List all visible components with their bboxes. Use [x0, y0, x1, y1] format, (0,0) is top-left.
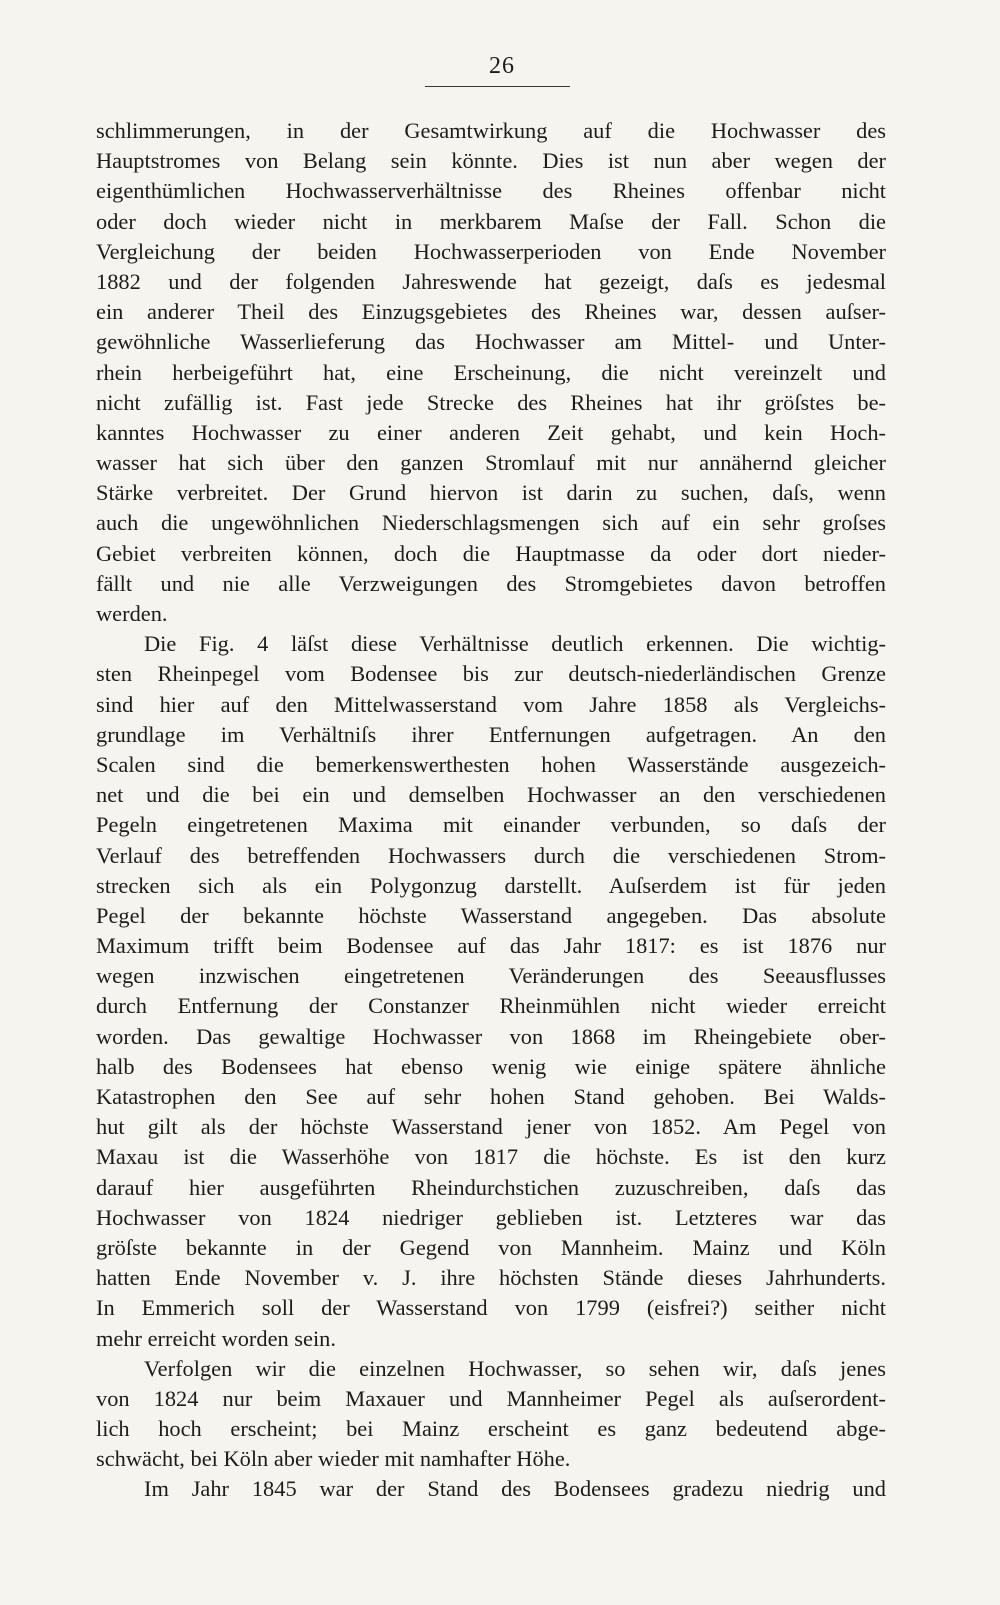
text-line: schlimmerungen, in der Gesamtwirkung auf die Hochwasser des [96, 118, 886, 143]
text-line: sind hier auf den Mittelwasserstand vom Jahre 1858 als Vergleichs- [96, 691, 886, 717]
text-line: von 1824 nur beim Maxauer und Mannheimer Pegel als auſserordent- [96, 1385, 886, 1411]
text-line: lich hoch erscheint; bei Mainz erscheint es ganz bedeutend abge- [96, 1416, 886, 1442]
text-line: halb des Bodensees hat ebenso wenig wie einige spätere ähnliche [96, 1053, 886, 1079]
text-line: Hauptstromes von Belang sein könnte. Dies ist nun aber wegen der [96, 148, 886, 174]
text-line: Pegeln eingetretenen Maxima mit einander verbunden, so daſs der [96, 812, 886, 838]
text-line: Scalen sind die bemerkenswerthesten hohen Wasserstände ausgezeich- [96, 751, 886, 777]
text-line: hut gilt als der höchste Wasserstand jener von 1852. Am Pegel von [96, 1114, 886, 1140]
header-rule [425, 86, 570, 87]
text-line: fällt und nie alle Verzweigungen des Stromgebietes davon betroffen [96, 570, 886, 596]
text-line: Vergleichung der beiden Hochwasserperioden von Ende November [96, 238, 886, 264]
text-line: gewöhnliche Wasserlieferung das Hochwasser am Mittel- und Unter- [96, 329, 886, 355]
text-line: mehr erreicht worden sein. [96, 1325, 336, 1351]
text-line: rhein herbeigeführt hat, eine Erscheinung, die nicht vereinzelt und [96, 359, 886, 385]
body-text [96, 116, 886, 1505]
text-line: kanntes Hochwasser zu einer anderen Zeit gehabt, und kein Hoch- [96, 419, 886, 445]
text-line: ein anderer Theil des Einzugsgebietes des Rheines war, dessen auſser- [96, 299, 886, 325]
text-line: strecken sich als ein Polygonzug darstellt. Auſserdem ist für jeden [96, 872, 886, 898]
text-line: auch die ungewöhnlichen Niederschlagsmengen sich auf ein sehr groſses [96, 510, 886, 536]
text-line: Im Jahr 1845 war der Stand des Bodensees gradezu niedrig und [144, 1476, 886, 1502]
text-line: Stärke verbreitet. Der Grund hiervon ist darin zu suchen, daſs, wenn [96, 480, 886, 506]
text-line: werden. [96, 601, 168, 626]
text-line: Verlauf des betreffenden Hochwassers durch die verschiedenen Strom- [96, 842, 886, 868]
text-line: Verfolgen wir die einzelnen Hochwasser, so sehen wir, daſs jenes [144, 1355, 886, 1381]
text-line: Maximum trifft beim Bodensee auf das Jahr 1817: es ist 1876 nur [96, 933, 886, 959]
text-line: In Emmerich soll der Wasserstand von 1799 (eisfrei?) seither nicht [96, 1295, 886, 1321]
text-line: eigenthümlichen Hochwasserverhältnisse des Rheines offenbar nicht [96, 178, 886, 204]
text-line: sten Rheinpegel vom Bodensee bis zur deutsch-niederländischen Grenze [96, 661, 886, 687]
page-number: 26 [489, 53, 515, 79]
text-line: gröſste bekannte in der Gegend von Mannheim. Mainz und Köln [96, 1234, 886, 1260]
text-line: wegen inzwischen eingetretenen Veränderungen des Seeausflusses [96, 963, 886, 989]
text-line: hatten Ende November v. J. ihre höchsten Stände dieses Jahrhunderts. [96, 1265, 886, 1291]
text-line: Die Fig. 4 läſst diese Verhältnisse deutlich erkennen. Die wichtig- [144, 631, 886, 657]
text-line: nicht zufällig ist. Fast jede Strecke des Rheines hat ihr gröſstes be- [96, 389, 886, 415]
text-line: durch Entfernung der Constanzer Rheinmühlen nicht wieder erreicht [96, 993, 886, 1019]
text-line: Hochwasser von 1824 niedriger geblieben ist. Letzteres war das [96, 1204, 886, 1230]
text-line: Gebiet verbreiten können, doch die Hauptmasse da oder dort nieder- [96, 540, 886, 566]
text-line: darauf hier ausgeführten Rheindurchstichen zuzuschreiben, daſs das [96, 1174, 886, 1200]
text-line: grundlage im Verhältniſs ihrer Entfernungen aufgetragen. An den [96, 721, 886, 747]
text-line: wasser hat sich über den ganzen Stromlauf mit nur annähernd gleicher [96, 450, 886, 476]
text-line: worden. Das gewaltige Hochwasser von 1868 im Rheingebiete ober- [96, 1023, 886, 1049]
text-line: Pegel der bekannte höchste Wasserstand angegeben. Das absolute [96, 902, 886, 928]
text-line: net und die bei ein und demselben Hochwasser an den verschiedenen [96, 782, 886, 808]
text-line: 1882 und der folgenden Jahreswende hat gezeigt, daſs es jedesmal [96, 268, 886, 294]
text-line: schwächt, bei Köln aber wieder mit namhafter Höhe. [96, 1446, 571, 1472]
text-line: oder doch wieder nicht in merkbarem Maſse der Fall. Schon die [96, 208, 886, 234]
text-line: Maxau ist die Wasserhöhe von 1817 die höchste. Es ist den kurz [96, 1144, 886, 1170]
text-line: Katastrophen den See auf sehr hohen Stand gehoben. Bei Walds- [96, 1084, 886, 1109]
